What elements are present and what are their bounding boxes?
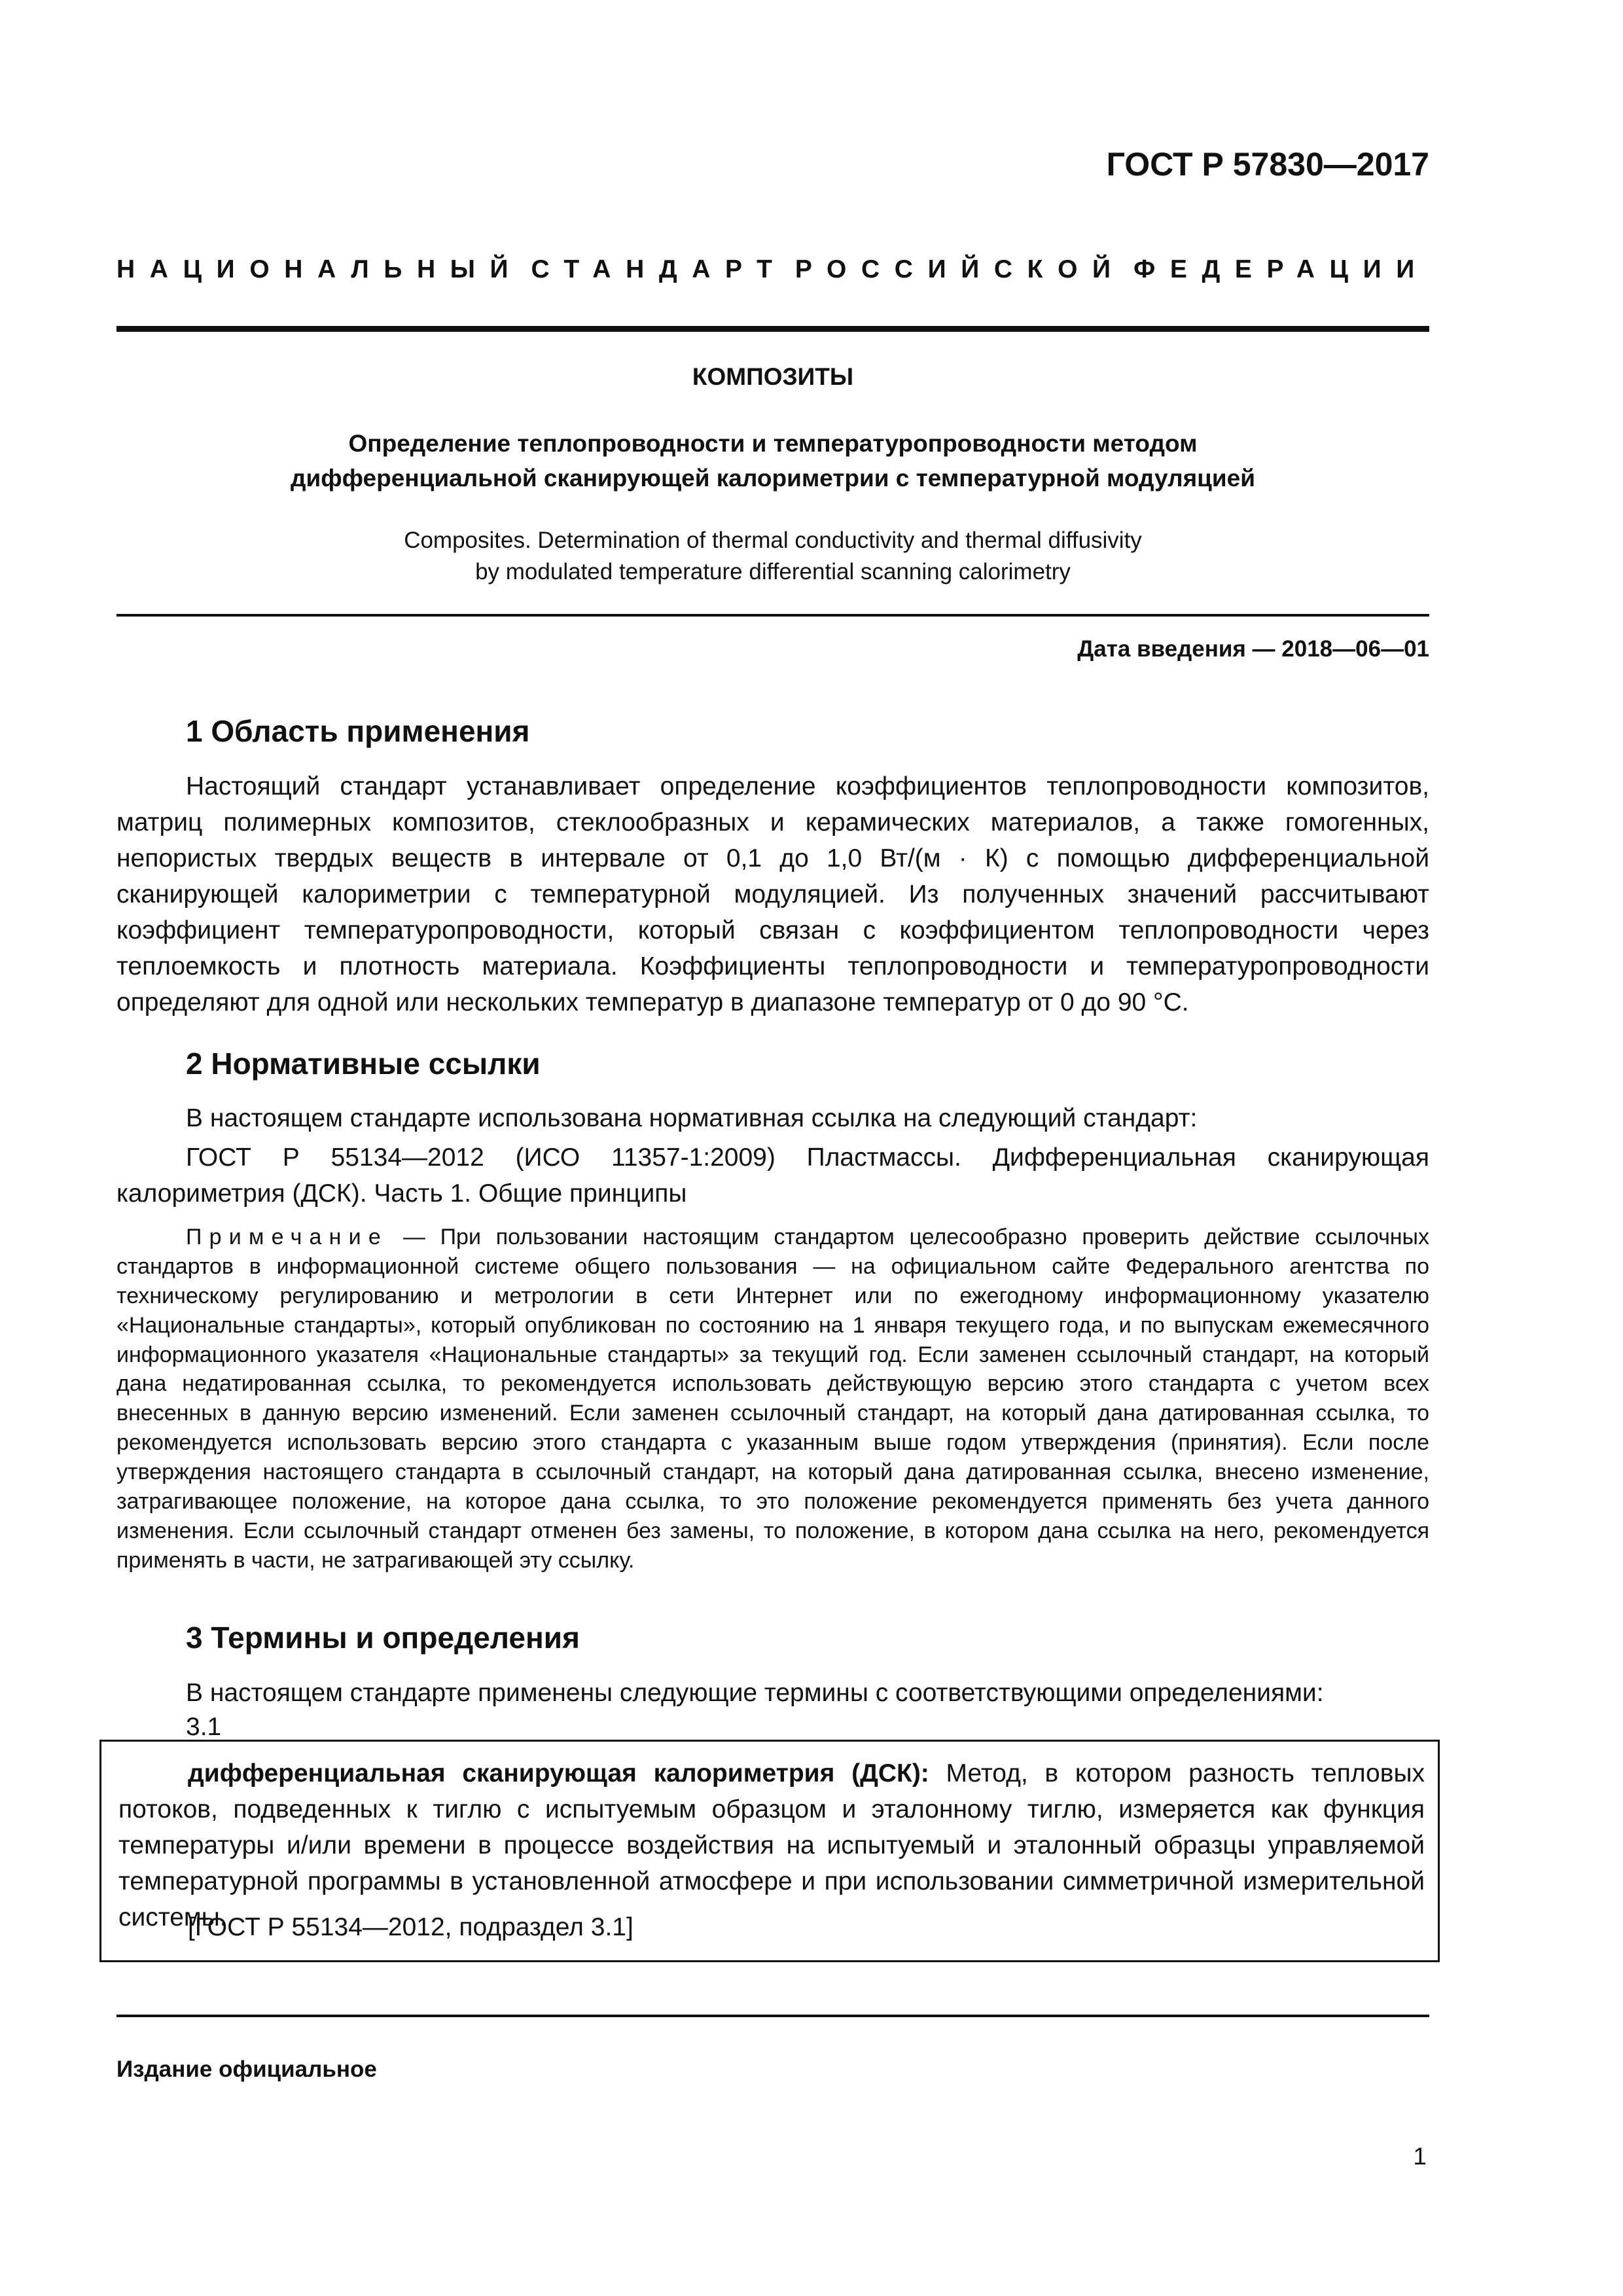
banner-word: СТАНДАРТ <box>531 255 787 283</box>
term-name: дифференциальная сканирующая калориметрия (ДСК): <box>188 1759 929 1787</box>
definition-text <box>118 1756 1425 1936</box>
introduction-date: Дата введения — 2018—06—01 <box>1077 636 1429 662</box>
section-3-heading: 3 Термины и определения <box>186 1621 580 1655</box>
definition-box <box>99 1740 1440 1962</box>
banner-word: ФЕДЕРАЦИИ <box>1133 255 1429 283</box>
official-edition-label: Издание официальное <box>116 2056 377 2082</box>
document-title: КОМПОЗИТЫ <box>692 363 854 390</box>
english-title-line: Composites. Determination of thermal conductivity and thermal diffusivity <box>404 528 1142 553</box>
english-title <box>116 525 1429 587</box>
banner-word: РОССИЙСКОЙ <box>794 255 1126 283</box>
footer-divider <box>116 2015 1429 2017</box>
section-2-intro: В настоящем стандарте использована нормативная ссылка на следующий стандарт: <box>186 1104 1198 1132</box>
definition-source: [ГОСТ Р 55134—2012, подраздел 3.1] <box>188 1913 633 1941</box>
english-title-line: by modulated temperature differential scanning calorimetry <box>475 558 1071 584</box>
term-number: 3.1 <box>186 1713 222 1741</box>
term-definition: Метод, в котором разность тепловых потоков, подведенных к тиглю с испытуемым образцом и эталонному тиглю, измеряется как функция температуры и/или времени в процессе воздействия на испытуемый и эталонный образцы управляемой температурной программы в установленной атмосфере и при использовании симметричной измерительной системы. <box>118 1759 1425 1931</box>
header-divider <box>116 326 1429 332</box>
title-divider <box>116 614 1429 617</box>
banner-word: НАЦИОНАЛЬНЫЙ <box>116 255 524 283</box>
normative-reference: ГОСТ Р 55134—2012 (ИСО 11357-1:2009) Пластмассы. Дифференциальная сканирующая калориметрия (ДСК). Часть 1. Общие принципы <box>116 1143 1429 1208</box>
section-1-heading: 1 Область применения <box>186 714 530 748</box>
note-label: Примечание <box>186 1225 388 1249</box>
national-standard-banner <box>116 255 1429 284</box>
page-number: 1 <box>1413 2143 1427 2170</box>
subtitle-line: Определение теплопроводности и температуропроводности методом <box>348 430 1198 457</box>
section-1-text: Настоящий стандарт устанавливает определение коэффициентов теплопроводности композитов, матриц полимерных композитов, стеклообразных и керамических материалов, а также гомогенных, непористых твердых веществ в интервале от 0,1 до 1,0 Вт/(м · К) с помощью дифференциальной сканирующей калориметрии с температурной модуляцией. Из полученных значений рассчитывают коэффициент температуропроводности, который связан с коэффициентом теплопроводности через теплоемкость и плотность материала. Коэффициенты теплопроводности и температуропроводности определяют для одной или нескольких температур в диапазоне температур от 0 до 90 °С. <box>116 772 1429 1016</box>
document-subtitle <box>116 427 1429 495</box>
note-text: — При пользовании настоящим стандартом целесообразно проверить действие ссылочных стандартов в информационной системе общего пользования — на официальном сайте Федерального агентства по техническому регулированию и метрологии в сети Интернет или по ежегодному информационному указателю «Национальные стандарты», который опубликован по состоянию на 1 января текущего года, и по выпускам ежемесячного информационного указателя «Национальные стандарты» за текущий год. Если заменен ссылочный стандарт, на который дана недатированная ссылка, то рекомендуется использовать действующую версию этого стандарта с учетом всех внесенных в данную версию изменений. Если заменен ссылочный стандарт, на который дана датированная ссылка, то рекомендуется использовать версию этого стандарта с указанным выше годом утверждения (принятия). Если после утверждения настоящего стандарта в ссылочный стандарт, на который дана датированная ссылка, внесено изменение, затрагивающее положение, на которое дана ссылка, то это положение рекомендуется применять без учета данного изменения. Если ссылочный стандарт отменен без замены, то положение, в котором дана ссылка на него, рекомендуется применять в части, не затрагивающей эту ссылку. <box>116 1225 1429 1573</box>
subtitle-line: дифференциальной сканирующей калориметрии с температурной модуляцией <box>291 464 1255 492</box>
note-block <box>116 1223 1429 1575</box>
section-3-intro: В настоящем стандарте применены следующие термины с соответствующими определениями: <box>186 1679 1324 1707</box>
document-designation: ГОСТ Р 57830—2017 <box>1106 146 1429 183</box>
section-2-heading: 2 Нормативные ссылки <box>186 1047 541 1081</box>
